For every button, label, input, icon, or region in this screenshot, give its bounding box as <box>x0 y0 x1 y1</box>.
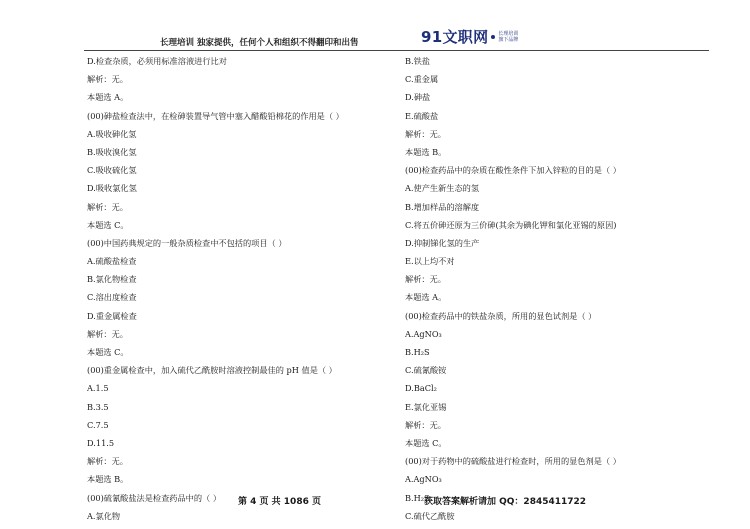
text-line: A.1.5 <box>87 383 109 394</box>
logo-dot-icon <box>491 35 495 39</box>
text-line: B.3.5 <box>87 401 109 412</box>
text-line: A.AgNO₃ <box>405 328 442 339</box>
text-line: 本题选 C。 <box>405 437 447 448</box>
text-line: (00)检查药品中的铁盐杂质，所用的显色试剂是（ ） <box>405 310 597 321</box>
text-line: C.7.5 <box>87 419 109 430</box>
text-line: A.吸收砷化氢 <box>87 128 137 139</box>
text-line: D.BaCl₂ <box>405 383 437 394</box>
text-line: 解析：无。 <box>405 419 446 430</box>
logo-subtitle-line-2: 旗下品牌 <box>498 36 519 43</box>
text-line: E.氯化亚锡 <box>405 401 447 412</box>
left-column <box>87 52 344 525</box>
text-line: 本题选 A。 <box>405 292 447 303</box>
text-line: C.硫代乙酰胺 <box>405 510 455 521</box>
text-line: (00)重金属检查中，加入硫代乙酰胺时溶液控制最佳的 pH 值是（ ） <box>87 365 337 376</box>
text-line: (00)对于药物中的硫酸盐进行检查时，所用的显色剂是（ ） <box>405 456 621 467</box>
text-line: B.增加样品的溶解度 <box>405 201 480 212</box>
text-line: 本题选 B。 <box>405 146 447 157</box>
text-line: C.硫氰酸铵 <box>405 365 447 376</box>
text-line: 解析：无。 <box>405 274 446 285</box>
text-line: D.吸收氯化氢 <box>87 183 137 194</box>
contact-info: 获取答案解析请加 QQ：2845411722 <box>424 497 587 507</box>
text-line: 解析：无。 <box>87 456 128 467</box>
page-number: 第 4 页 共 1086 页 <box>238 497 321 507</box>
text-line: C.吸收硫化氢 <box>87 165 137 176</box>
site-logo <box>421 26 518 47</box>
text-line: 本题选 A。 <box>87 92 129 103</box>
right-column <box>405 52 621 525</box>
text-line: B.吸收溴化氢 <box>87 146 137 157</box>
header-divider <box>84 50 709 51</box>
text-line: 解析：无。 <box>87 74 128 85</box>
text-line: B.H₂S <box>405 492 430 503</box>
text-line: 本题选 B。 <box>87 474 129 485</box>
text-line: C.溶出度检查 <box>87 292 137 303</box>
text-line: D.11.5 <box>87 437 115 448</box>
text-line: B.H₂S <box>405 347 430 357</box>
text-line: (00)中国药典规定的一般杂质检查中不包括的项目（ ） <box>87 237 287 248</box>
text-line: D.检查杂质，必须用标准溶液进行比对 <box>87 56 227 66</box>
text-line: (00)砷盐检查法中，在检砷装置导气管中塞入醋酸铅棉花的作用是（ ） <box>87 110 344 121</box>
logo-subtitle <box>498 31 518 43</box>
text-line: A.氯化物 <box>87 510 121 521</box>
logo-subtitle-line-1: 长理培训 <box>498 30 519 37</box>
header-notice: 长理培训 独家提供，任何个人和组织不得翻印和出售 <box>160 38 359 48</box>
text-line: (00)检查药品中的杂质在酸性条件下加入锌粒的目的是（ ） <box>405 165 621 176</box>
text-line: D.砷盐 <box>405 92 431 103</box>
logo-text: 91文职网 <box>421 28 489 46</box>
text-line: (00)硫氰酸盐法是检查药品中的（ ） <box>87 492 222 503</box>
text-line: E.硫酸盐 <box>405 110 439 121</box>
text-line: A.使产生新生态的氢 <box>405 183 480 194</box>
text-line: A.硫酸盐检查 <box>87 256 137 267</box>
text-line: D.重金属检查 <box>87 310 137 321</box>
text-line: A.AgNO₃ <box>405 474 442 485</box>
text-line: C.将五价砷还原为三价砷(其余为碘化钾和氯化亚锡的原因) <box>405 219 617 230</box>
text-line: B.铁盐 <box>405 56 430 66</box>
text-line: 解析：无。 <box>87 201 128 212</box>
text-line: 解析：无。 <box>87 328 128 339</box>
text-line: C.重金属 <box>405 74 439 85</box>
text-line: D.抑制锑化氢的生产 <box>405 237 480 248</box>
text-line: E.以上均不对 <box>405 256 455 267</box>
text-line: 本题选 C。 <box>87 219 129 230</box>
text-line: 解析：无。 <box>405 128 446 139</box>
text-line: B.氯化物检查 <box>87 274 137 285</box>
text-line: 本题选 C。 <box>87 347 129 357</box>
